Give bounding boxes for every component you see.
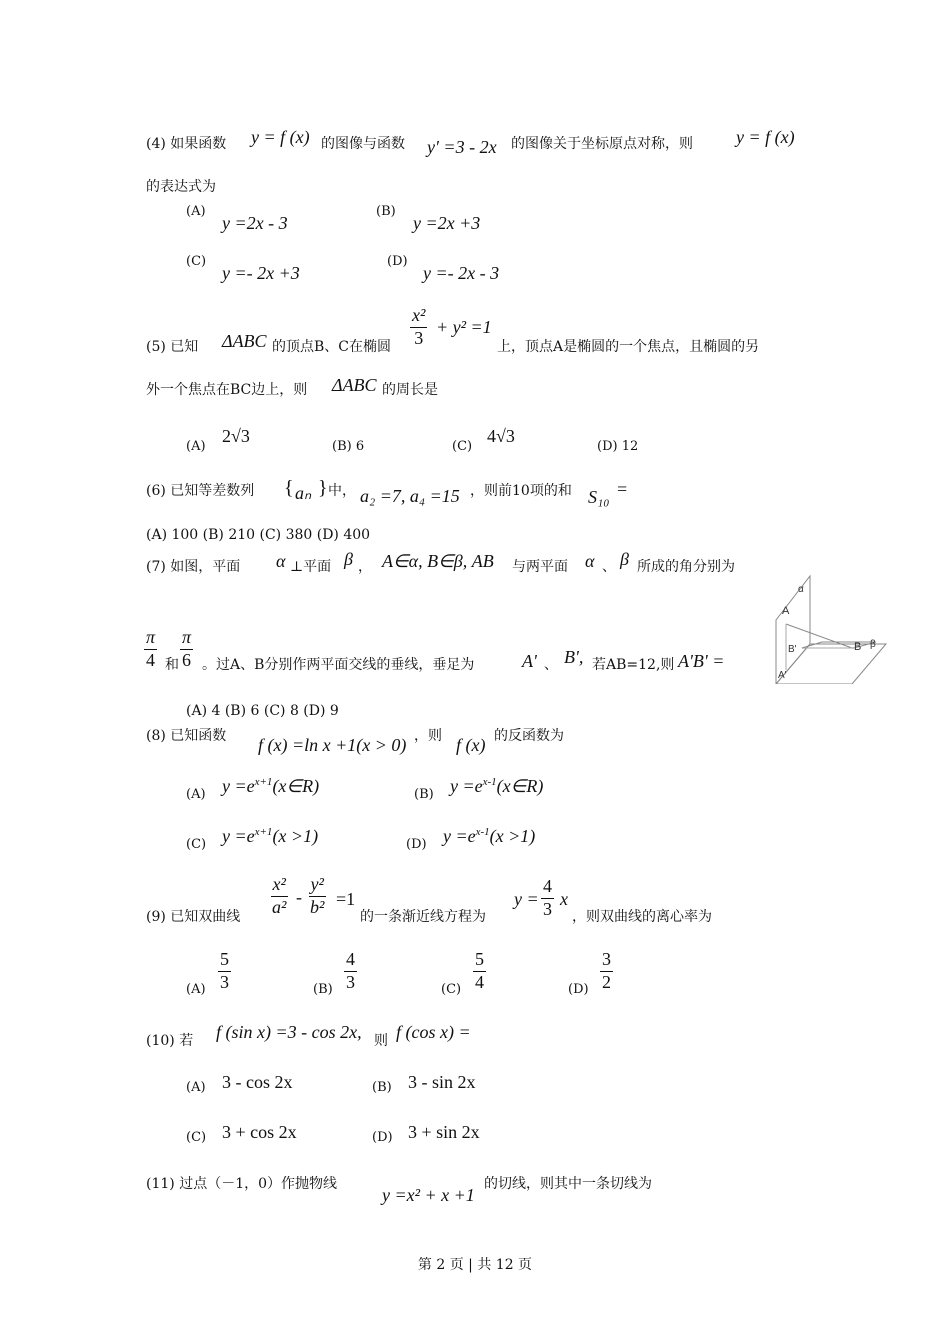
q5-option-a: 2√3 xyxy=(222,426,250,446)
q5-option-b: (B) 6 xyxy=(332,439,365,454)
q7-alpha-2: α xyxy=(585,551,595,571)
q4-option-d-label: (D) xyxy=(387,254,408,269)
q8-stem-mid: ，则 xyxy=(414,728,442,744)
q4-stem-line2: 的表达式为 xyxy=(146,179,216,195)
q9-fraction-y-num: y² xyxy=(309,875,326,897)
q8-stem-tail: 的反函数为 xyxy=(494,728,564,744)
q9-option-c-label: (C) xyxy=(441,982,462,997)
q10-option-c: 3 + cos 2x xyxy=(222,1122,297,1142)
q7-figure-a-prime: A' xyxy=(778,670,787,681)
q7-figure-a: A xyxy=(782,605,790,617)
q4-function-3: y = f (x) xyxy=(736,127,795,147)
q5-triangle-2: ΔABC xyxy=(332,375,377,395)
q5-triangle: ΔABC xyxy=(222,331,267,351)
q10-option-c-label: (C) xyxy=(186,1130,207,1145)
q8-option-a: $y =e^{x+1}(x\in R)$ xyxy=(222,776,320,796)
q9-option-a xyxy=(218,950,231,993)
q9-asymptote-lhs: y = xyxy=(514,889,539,909)
q10-option-a: 3 - cos 2x xyxy=(222,1072,293,1092)
q7-options: (A) 4 (B) 6 (C) 8 (D) 9 xyxy=(186,703,339,719)
q5-ellipse-denominator: 3 xyxy=(414,327,424,348)
q7-figure-b-prime: B' xyxy=(788,644,797,655)
q4-option-b: y =2x +3 xyxy=(413,213,481,233)
q4-stem-mid1: 的图像与函数 xyxy=(321,136,405,152)
q10-option-b: 3 - sin 2x xyxy=(408,1072,476,1092)
q5-stem-mid1: 的顶点B、C在椭圆 xyxy=(272,339,391,355)
q9-option-b xyxy=(344,950,357,993)
q9-minus: - xyxy=(296,887,302,907)
q8-option-a-label: (A) xyxy=(186,787,206,802)
q4-stem-mid2: 的图像关于坐标原点对称，则 xyxy=(511,136,693,152)
q8-option-c-label: (C) xyxy=(186,837,207,852)
q7-comma: ， xyxy=(358,559,372,575)
q9-option-c-den: 4 xyxy=(475,971,484,992)
q7-line2-mid: 。过A、B分别作两平面交线的垂线，垂足为 xyxy=(202,657,475,673)
q9-option-b-num: 4 xyxy=(344,950,357,972)
q7-beta-2: β xyxy=(620,549,629,569)
q8-option-d: $y =e^{x-1}(x >1)$ xyxy=(443,826,536,846)
q4-function-2: y′ =3 - 2x xyxy=(427,137,497,157)
q11-stem-tail: 的切线，则其中一条切线为 xyxy=(484,1176,652,1192)
q9-fraction-y xyxy=(308,875,326,918)
q7-stem-tail: 所成的角分别为 xyxy=(637,559,735,575)
q7-a-prime-b-prime: A'B' = xyxy=(678,651,725,671)
q8-option-d-label: (D) xyxy=(406,837,427,852)
q7-fraction-2-den: 6 xyxy=(182,649,192,670)
q9-stem-prefix: (9) 已知双曲线 xyxy=(146,909,241,925)
q7-fraction-1 xyxy=(144,628,157,671)
q6-condition: a₂ =7, a₄ =15 xyxy=(360,486,460,506)
q9-asymptote-x: x xyxy=(560,889,568,909)
q5-ellipse-tail: + y² =1 xyxy=(436,317,492,337)
q8-option-b-label: (B) xyxy=(414,787,434,802)
q5-ellipse-fraction xyxy=(410,306,427,349)
q9-asymptote-num: 4 xyxy=(541,877,554,899)
q7-fraction-1-den: 4 xyxy=(146,649,156,670)
q8-option-b: $y =e^{x-1}(x\in R)$ xyxy=(450,776,544,796)
q7-stem-mid: 与两平面 xyxy=(512,559,568,575)
q5-line2-suffix: 的周长是 xyxy=(382,382,438,398)
q7-figure xyxy=(766,572,890,684)
q9-option-a-label: (A) xyxy=(186,982,206,997)
q5-option-d: (D) 12 xyxy=(597,439,639,454)
q9-option-d xyxy=(600,950,613,993)
q7-stem-prefix: (7) 如图，平面 xyxy=(146,559,241,575)
q6-equals: = xyxy=(617,479,628,499)
q8-fx: f (x) xyxy=(456,735,486,755)
q10-condition: f (sin x) =3 - cos 2x, xyxy=(216,1022,362,1042)
q4-option-b-label: (B) xyxy=(376,204,396,219)
q9-option-d-den: 2 xyxy=(602,971,611,992)
q7-and: 和 xyxy=(165,657,179,673)
q4-stem-prefix: (4) 如果函数 xyxy=(146,136,227,152)
q7-b-prime: B', xyxy=(564,647,584,667)
q8-option-c: $y =e^{x+1}(x >1)$ xyxy=(222,826,319,846)
q10-option-a-label: (A) xyxy=(186,1080,206,1095)
q7-alpha: α xyxy=(276,551,286,571)
q9-option-c-num: 5 xyxy=(473,950,486,972)
q6-sum: S₁₀ xyxy=(588,487,610,507)
q6-options: (A) 100 (B) 210 (C) 380 (D) 400 xyxy=(146,527,371,543)
q5-stem-mid2: 上，顶点A是椭圆的一个焦点，且椭圆的另 xyxy=(497,339,760,355)
q10-option-b-label: (B) xyxy=(372,1080,392,1095)
q4-option-c: y =- 2x +3 xyxy=(222,263,300,283)
q9-fraction-x-num: x² xyxy=(271,875,288,897)
q9-option-b-label: (B) xyxy=(313,982,333,997)
q4-option-c-label: (C) xyxy=(186,254,207,269)
q9-stem-tail: ，则双曲线的离心率为 xyxy=(572,909,712,925)
q6-right-brace: } xyxy=(318,477,328,499)
q9-option-c xyxy=(473,950,486,993)
q8-stem-prefix: (8) 已知函数 xyxy=(146,728,227,744)
q7-figure-b: B xyxy=(854,641,862,653)
q9-option-b-den: 3 xyxy=(346,971,355,992)
q6-stem-mid2: ，则前10项的和 xyxy=(470,483,572,499)
q10-stem-mid: 则 xyxy=(374,1033,388,1049)
q7-figure-alpha: α xyxy=(798,584,804,595)
q7-fraction-2 xyxy=(180,628,193,671)
q5-option-c: 4√3 xyxy=(487,426,515,446)
q10-option-d-label: (D) xyxy=(372,1130,393,1145)
q9-option-d-label: (D) xyxy=(568,982,589,997)
q9-fraction-y-den: b² xyxy=(310,896,325,917)
q7-figure-beta: β xyxy=(870,639,876,650)
q4-option-a: y =2x - 3 xyxy=(222,213,288,233)
q6-stem-prefix: (6) 已知等差数列 xyxy=(146,483,255,499)
q9-option-a-den: 3 xyxy=(220,971,229,992)
q8-function: f (x) =ln x +1(x > 0) xyxy=(258,735,407,755)
q6-sequence: aₙ xyxy=(295,483,312,503)
q9-fraction-x xyxy=(270,875,288,918)
q7-perp: ⊥平面 xyxy=(290,559,332,575)
q6-left-brace: { xyxy=(284,477,294,499)
q7-plane-alpha xyxy=(776,576,810,684)
page-footer: 第 2 页 | 共 12 页 xyxy=(417,1257,533,1273)
q11-curve: y =x² + x +1 xyxy=(382,1185,475,1205)
q4-option-d: y =- 2x - 3 xyxy=(423,263,500,283)
q9-asymptote-fraction xyxy=(541,877,554,920)
q9-option-a-num: 5 xyxy=(218,950,231,972)
q5-line2-prefix: 外一个焦点在BC边上，则 xyxy=(146,382,308,398)
q4-option-a-label: (A) xyxy=(186,204,206,219)
q9-fraction-x-den: a² xyxy=(272,896,287,917)
q5-option-a-label: (A) xyxy=(186,439,206,454)
q7-separator: 、 xyxy=(602,559,616,575)
q9-equals-one: =1 xyxy=(336,889,356,909)
q11-stem-prefix: (11) 过点（－1，0）作抛物线 xyxy=(146,1176,338,1192)
q9-stem-mid: 的一条渐近线方程为 xyxy=(360,909,486,925)
q9-asymptote-den: 3 xyxy=(543,898,552,919)
q10-stem-prefix: (10) 若 xyxy=(146,1033,194,1049)
q10-option-d: 3 + sin 2x xyxy=(408,1122,480,1142)
q5-ellipse-numerator: x² xyxy=(410,306,427,328)
q10-ask: f (cos x) = xyxy=(396,1022,471,1042)
q7-fraction-2-num: π xyxy=(180,628,193,650)
q7-fraction-1-num: π xyxy=(144,628,157,650)
q7-beta: β xyxy=(344,549,353,569)
q7-line2-tail: 若AB=12,则 xyxy=(592,657,675,673)
q7-condition: A∈α, B∈β, AB xyxy=(382,551,494,571)
q5-stem-prefix: (5) 已知 xyxy=(146,339,199,355)
q7-a-prime: A' xyxy=(522,651,537,671)
q4-function-1: y = f (x) xyxy=(251,127,310,147)
q6-stem-mid1: 中， xyxy=(328,483,356,499)
q9-option-d-num: 3 xyxy=(600,950,613,972)
q5-option-c-label: (C) xyxy=(452,439,473,454)
q7-separator-2: 、 xyxy=(544,657,558,673)
